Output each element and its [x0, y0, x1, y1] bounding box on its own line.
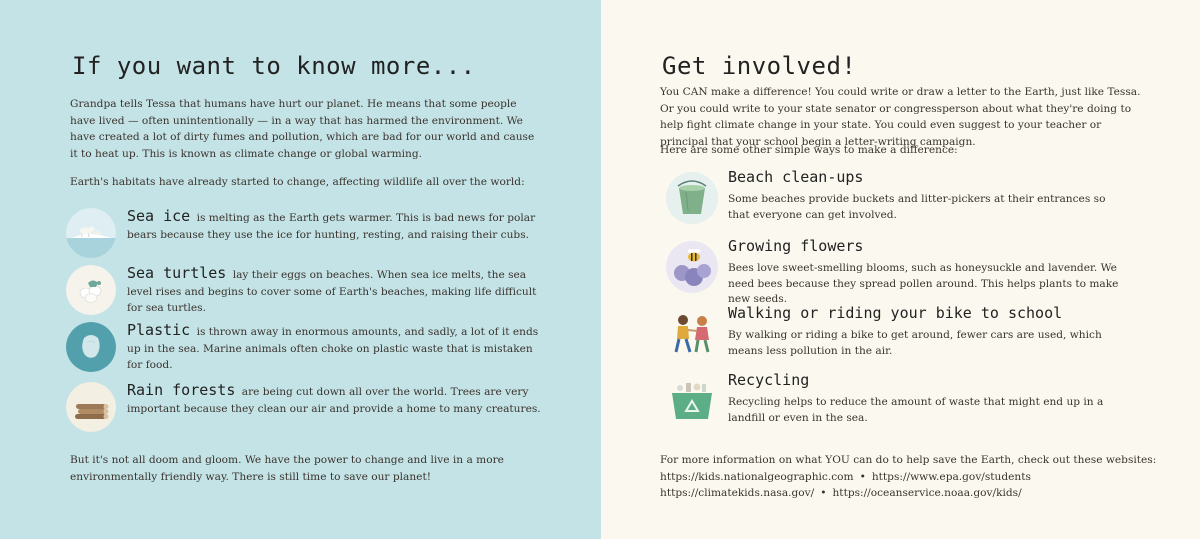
recycling-bin-icon	[664, 373, 720, 429]
way-title: Recycling	[728, 371, 810, 389]
children-walking-icon	[664, 306, 720, 362]
turtle-eggs-icon	[66, 265, 116, 315]
way-title: Walking or riding your bike to school	[728, 304, 1063, 322]
right-heading: Get involved!	[662, 52, 857, 80]
bee-lavender-icon	[664, 239, 720, 295]
way-growing-flowers	[664, 237, 1144, 305]
bucket-icon	[664, 170, 720, 226]
logs-icon	[66, 382, 116, 432]
topic-text: lay their eggs on beaches. When sea ice melts, the sea level rises and begins to cover some of Earth's beaches, making life difficult for sea turtles.	[127, 269, 537, 314]
habitats-intro: Earth's habitats have already started to change, affecting wildlife all over the world:	[70, 176, 525, 188]
more-info-block	[660, 452, 1160, 502]
separator-dot: •	[820, 487, 827, 499]
topic-plastic	[66, 322, 546, 372]
way-walking-biking	[664, 306, 1144, 364]
website-link[interactable]: https://www.epa.gov/students	[871, 470, 1031, 483]
topic-sea-turtles	[66, 265, 546, 315]
topic-text: is melting as the Earth gets warmer. This is bad news for polar bears because they use the ice for hunting, resting, and raising their cubs.	[127, 212, 536, 241]
topic-rain-forests	[66, 382, 546, 432]
topic-title: Sea turtles	[127, 264, 227, 282]
way-text: Bees love sweet-smelling blooms, such as honeysuckle and lavender. We need bees because they spread pollen around. This helps plants to make new seeds.	[728, 262, 1119, 305]
website-link[interactable]: https://climatekids.nasa.gov/	[660, 487, 815, 499]
ways-intro: Here are some other simple ways to make a difference:	[660, 144, 958, 156]
topic-sea-ice	[66, 208, 546, 258]
separator-dot: •	[859, 470, 866, 483]
way-title: Growing flowers	[728, 237, 864, 255]
polar-bears-icon	[66, 208, 116, 258]
topic-text: are being cut down all over the world. Trees are very important because they clean our air and provide a home to many creatures.	[127, 386, 541, 415]
topic-title: Rain forests	[127, 381, 236, 399]
topic-text: is thrown away in enormous amounts, and sadly, a lot of it ends up in the sea. Marine animals often choke on plastic waste that is mistaken for food.	[127, 326, 539, 371]
topic-title: Plastic	[127, 321, 191, 339]
website-link[interactable]: https://kids.nationalgeographic.com	[660, 470, 854, 483]
more-info-text: For more information on what YOU can do to help save the Earth, check out these websites:	[660, 454, 1157, 466]
links-row	[660, 485, 1160, 502]
left-intro-paragraph: Grandpa tells Tessa that humans have hurt our planet. He means that some people have lived — often unintentionally — in a way that has harmed the environment. We have created a lot of dirty fumes and pollution, which are bad for our world and cause it to heat up. This is known as climate change or global warming.	[70, 98, 535, 160]
way-beach-cleanups	[664, 170, 1144, 228]
links-row	[660, 469, 1160, 486]
right-intro-paragraph: You CAN make a difference! You could write or draw a letter to the Earth, just like Tessa. Or you could write to your state senator or congressperson about what they're doing to help fight climate change in your state. You could even suggest to your teacher or principal that your school begin a letter-writing campaign.	[660, 86, 1141, 148]
way-title: Beach clean-ups	[728, 168, 864, 186]
way-text: By walking or riding a bike to get around, fewer cars are used, which means less pollution in the air.	[728, 329, 1102, 357]
website-link[interactable]: https://oceanservice.noaa.gov/kids/	[832, 487, 1022, 499]
way-recycling	[664, 373, 1144, 431]
left-heading: If you want to know more...	[72, 52, 476, 80]
plastic-bag-icon	[66, 322, 116, 372]
left-outro-paragraph: But it's not all doom and gloom. We have the power to change and live in a more environmentally friendly way. There is still time to save our planet!	[70, 454, 504, 483]
way-text: Recycling helps to reduce the amount of waste that might end up in a landfill or even in the sea.	[728, 396, 1104, 424]
topic-title: Sea ice	[127, 207, 191, 225]
way-text: Some beaches provide buckets and litter-pickers at their entrances so that everyone can get involved.	[728, 193, 1106, 221]
